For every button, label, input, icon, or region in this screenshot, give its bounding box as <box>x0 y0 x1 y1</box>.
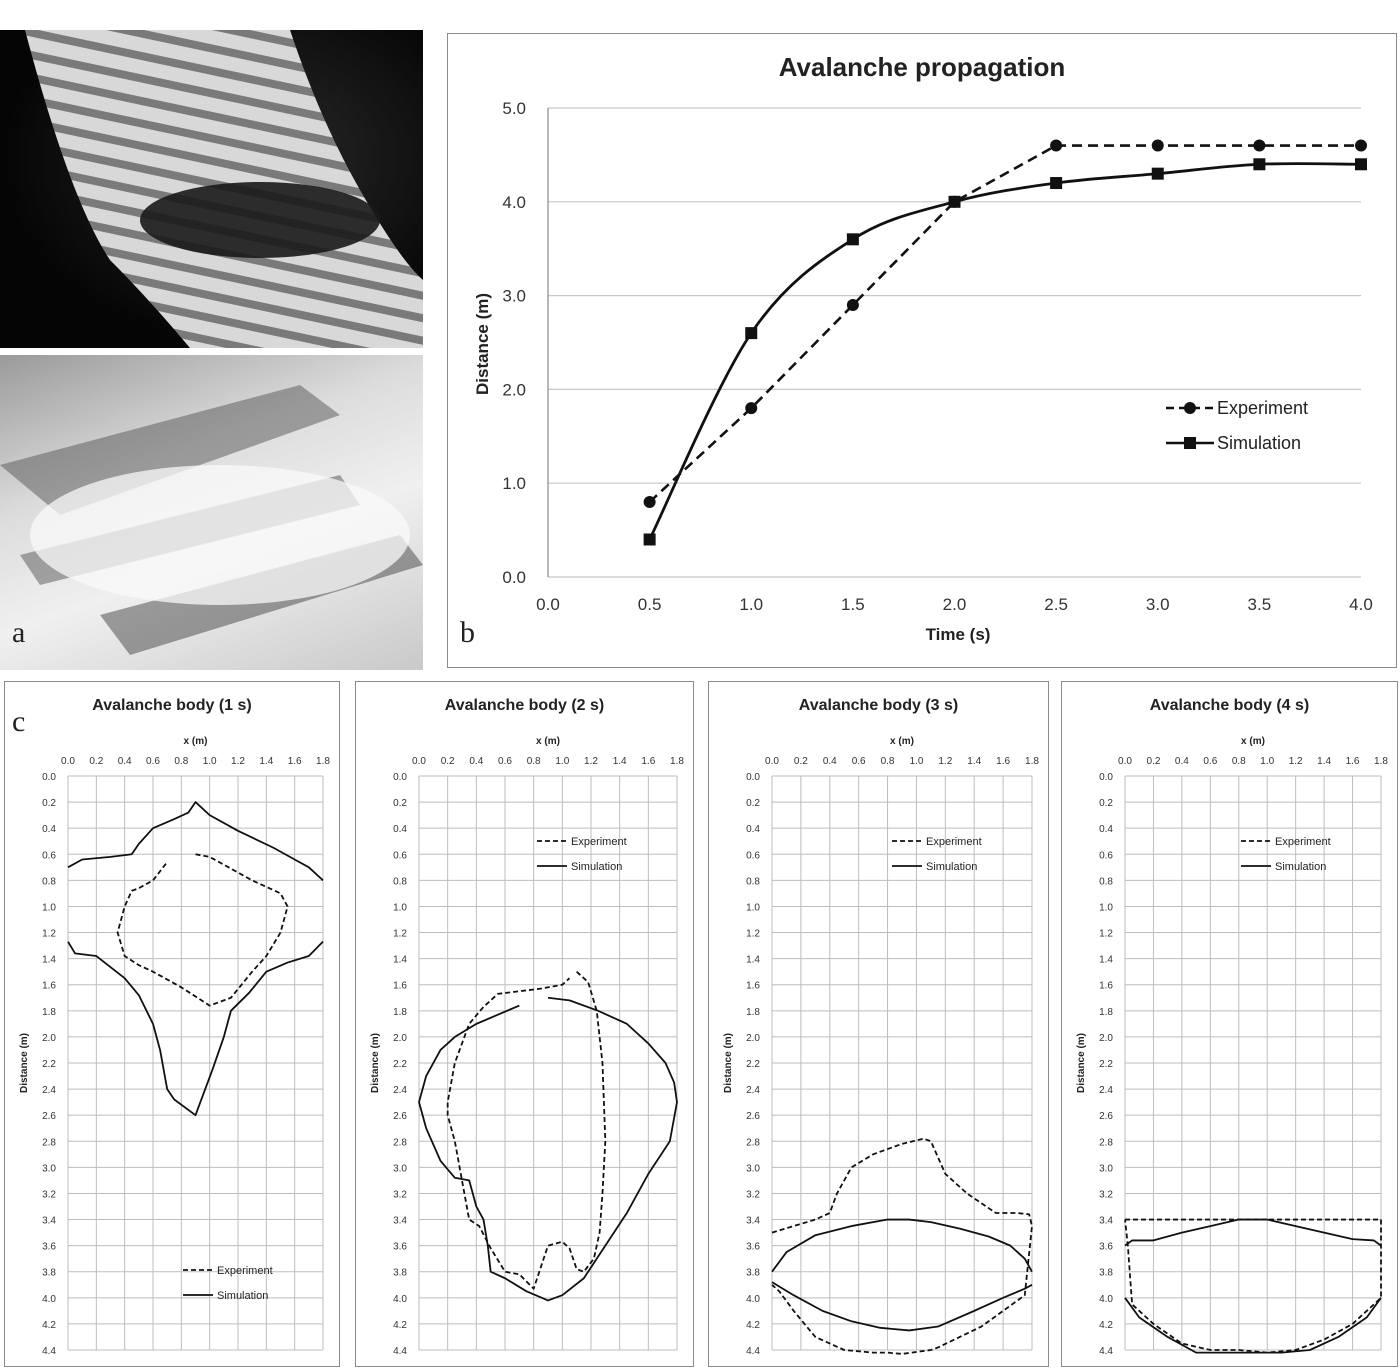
x-tick-label: 1.8 <box>670 756 684 767</box>
y-tick-label: 3.4 <box>42 1215 56 1227</box>
photo-chute-top <box>0 30 423 348</box>
x-tick-label: 1.2 <box>1288 756 1303 767</box>
x-tick-label: 1.8 <box>1025 756 1039 767</box>
y-tick-label: 1.6 <box>746 980 760 992</box>
panel-body-1s <box>4 681 340 1367</box>
y-tick-label: 0.0 <box>393 772 407 783</box>
y-tick-label: 0.6 <box>746 850 760 862</box>
y-tick-label: 2.0 <box>502 380 526 400</box>
series-simulation-point <box>745 327 757 339</box>
x-tick-label: 0.4 <box>822 756 837 767</box>
x-tick-label: 1.0 <box>909 756 924 767</box>
x-axis-label: x (m) <box>1241 736 1265 747</box>
y-axis-label: Distance (m) <box>1076 1032 1087 1094</box>
series-simulation-point <box>1355 158 1367 170</box>
chart-title: Avalanche body (1 s) <box>92 697 252 714</box>
y-tick-label: 0.6 <box>1099 850 1113 862</box>
x-tick-label: 1.6 <box>641 756 656 767</box>
y-tick-label: 1.4 <box>42 954 56 966</box>
chart-title: Avalanche body (3 s) <box>798 697 959 714</box>
x-tick-label: 0.6 <box>1203 756 1218 767</box>
panel-body-2s <box>355 681 694 1367</box>
y-tick-label: 3.2 <box>746 1189 760 1201</box>
y-tick-label: 1.6 <box>42 980 56 992</box>
y-tick-label: 0.8 <box>1099 876 1113 888</box>
y-tick-label: 0.8 <box>393 876 407 888</box>
y-tick-label: 2.0 <box>1099 1032 1113 1044</box>
snow-illustration <box>0 355 423 670</box>
y-tick-label: 3.4 <box>1099 1215 1113 1227</box>
x-tick-label: 0.4 <box>117 756 132 767</box>
y-tick-label: 0.0 <box>1099 772 1113 783</box>
series-simulation-point <box>1253 158 1265 170</box>
y-tick-label: 3.0 <box>746 1163 760 1175</box>
y-tick-label: 2.8 <box>393 1137 407 1149</box>
x-tick-label: 0.8 <box>174 756 189 767</box>
y-tick-label: 0.2 <box>1099 798 1113 810</box>
legend-label-simulation: Simulation <box>926 861 978 873</box>
y-tick-label: 0.2 <box>746 798 760 810</box>
y-tick-label: 2.6 <box>746 1111 760 1123</box>
x-tick-label: 3.5 <box>1247 595 1272 614</box>
y-tick-label: 1.0 <box>502 474 526 494</box>
y-tick-label: 4.4 <box>1099 1346 1113 1357</box>
y-tick-label: 0.4 <box>746 824 760 836</box>
y-tick-label: 2.8 <box>746 1137 760 1149</box>
x-tick-label: 0.6 <box>498 756 512 767</box>
x-tick-label: 1.0 <box>739 595 764 614</box>
series-simulation-line <box>772 1282 1032 1330</box>
y-tick-label: 1.4 <box>1099 954 1113 966</box>
y-tick-label: 3.4 <box>746 1215 760 1227</box>
series-experiment-line <box>118 854 288 1005</box>
y-tick-label: 2.2 <box>42 1059 56 1070</box>
y-tick-label: 2.8 <box>1099 1137 1113 1149</box>
y-axis-label: Distance (m) <box>19 1032 30 1094</box>
avalanche-body-3s-chart <box>709 682 1048 1366</box>
legend-label-experiment: Experiment <box>1275 836 1331 848</box>
y-tick-label: 2.6 <box>1099 1111 1113 1123</box>
y-tick-label: 0.4 <box>1099 824 1113 836</box>
y-tick-label: 4.4 <box>393 1346 407 1357</box>
x-tick-label: 0.0 <box>536 595 560 614</box>
x-tick-label: 0.0 <box>765 756 779 767</box>
y-tick-label: 1.0 <box>42 902 56 914</box>
y-tick-label: 0.8 <box>42 876 56 888</box>
y-tick-label: 2.2 <box>1099 1059 1113 1070</box>
x-tick-label: 1.6 <box>996 756 1011 767</box>
y-tick-label: 3.0 <box>393 1163 407 1175</box>
series-simulation-line <box>68 802 323 880</box>
y-tick-label: 2.4 <box>393 1085 407 1097</box>
y-tick-label: 0.4 <box>42 824 56 836</box>
y-tick-label: 1.6 <box>393 980 407 992</box>
x-axis-label: x (m) <box>183 736 208 747</box>
x-axis-label: Time (s) <box>925 625 991 644</box>
y-tick-label: 0.2 <box>393 798 407 810</box>
series-simulation-point <box>1050 177 1062 189</box>
y-tick-label: 1.8 <box>746 1006 760 1018</box>
y-tick-label: 3.0 <box>1099 1163 1113 1175</box>
x-tick-label: 1.8 <box>316 756 330 767</box>
series-experiment-line <box>772 1139 1032 1354</box>
x-tick-label: 0.4 <box>1174 756 1189 767</box>
series-experiment-point <box>644 496 656 508</box>
x-tick-label: 1.2 <box>584 756 598 767</box>
y-tick-label: 2.2 <box>393 1059 407 1070</box>
series-simulation-line <box>1125 1220 1381 1246</box>
y-tick-label: 1.0 <box>1099 902 1113 914</box>
panel-label-b: b <box>460 616 475 649</box>
legend-label-experiment: Experiment <box>1217 398 1309 418</box>
y-tick-label: 1.8 <box>42 1006 56 1018</box>
y-tick-label: 3.2 <box>393 1189 407 1201</box>
y-tick-label: 3.6 <box>746 1241 760 1253</box>
panel-body-4s <box>1061 681 1398 1367</box>
x-tick-label: 0.8 <box>526 756 541 767</box>
y-tick-label: 1.8 <box>1099 1006 1113 1018</box>
y-tick-label: 1.2 <box>393 928 407 940</box>
legend-label-experiment: Experiment <box>217 1265 273 1277</box>
y-tick-label: 2.6 <box>42 1111 56 1123</box>
y-tick-label: 1.2 <box>746 928 760 940</box>
series-simulation-point <box>847 233 859 245</box>
x-tick-label: 0.2 <box>793 756 808 767</box>
y-tick-label: 0.2 <box>42 798 56 810</box>
x-tick-label: 1.4 <box>612 756 627 767</box>
y-tick-label: 3.6 <box>1099 1241 1113 1253</box>
x-tick-label: 1.8 <box>1374 756 1388 767</box>
x-tick-label: 1.2 <box>938 756 953 767</box>
y-tick-label: 2.2 <box>746 1059 760 1070</box>
avalanche-body-2s-chart <box>356 682 693 1366</box>
y-tick-label: 1.2 <box>42 928 56 940</box>
legend-label-simulation: Simulation <box>571 861 623 873</box>
y-axis-label: Distance (m) <box>473 292 492 396</box>
y-tick-label: 4.4 <box>746 1346 760 1357</box>
y-tick-label: 0.4 <box>393 824 407 836</box>
y-tick-label: 4.4 <box>42 1346 56 1357</box>
y-tick-label: 2.6 <box>393 1111 407 1123</box>
x-tick-label: 4.0 <box>1349 595 1373 614</box>
y-tick-label: 2.0 <box>746 1032 760 1044</box>
y-tick-label: 3.2 <box>1099 1189 1113 1201</box>
propagation-chart <box>448 34 1396 667</box>
x-tick-label: 0.8 <box>880 756 895 767</box>
y-tick-label: 2.4 <box>746 1085 760 1097</box>
y-tick-label: 0.0 <box>502 568 526 587</box>
series-experiment-point <box>847 299 859 311</box>
y-tick-label: 2.8 <box>42 1137 56 1149</box>
y-tick-label: 5.0 <box>502 99 526 118</box>
y-tick-label: 0.8 <box>746 876 760 888</box>
x-tick-label: 0.4 <box>469 756 484 767</box>
photo-chute-bottom <box>0 355 423 670</box>
x-tick-label: 1.0 <box>202 756 217 767</box>
x-tick-label: 3.0 <box>1145 595 1170 614</box>
y-tick-label: 3.8 <box>746 1267 760 1279</box>
y-tick-label: 3.6 <box>393 1241 407 1253</box>
x-tick-label: 2.5 <box>1044 595 1068 614</box>
series-simulation-point <box>644 533 656 545</box>
chart-title: Avalanche propagation <box>778 52 1066 82</box>
y-tick-label: 0.0 <box>746 772 760 783</box>
x-tick-label: 1.0 <box>555 756 570 767</box>
legend-label-simulation: Simulation <box>1217 433 1302 453</box>
series-experiment-point <box>1050 140 1062 152</box>
y-tick-label: 3.8 <box>393 1267 407 1279</box>
chute-illustration <box>0 30 423 348</box>
y-tick-label: 1.0 <box>746 902 760 914</box>
y-tick-label: 2.0 <box>42 1032 56 1044</box>
y-tick-label: 3.8 <box>42 1267 56 1279</box>
legend-marker-experiment <box>1184 402 1196 414</box>
y-tick-label: 3.0 <box>42 1163 56 1175</box>
y-tick-label: 0.6 <box>42 850 56 862</box>
y-tick-label: 4.0 <box>42 1293 56 1305</box>
y-tick-label: 2.0 <box>393 1032 407 1044</box>
y-tick-label: 4.2 <box>1099 1319 1113 1331</box>
y-tick-label: 4.0 <box>502 192 526 212</box>
y-tick-label: 3.2 <box>42 1189 56 1201</box>
panel-label-c: c <box>12 705 26 738</box>
y-tick-label: 2.4 <box>1099 1085 1113 1097</box>
x-tick-label: 1.4 <box>259 756 274 767</box>
chart-title: Avalanche body (2 s) <box>444 697 605 714</box>
y-tick-label: 4.0 <box>1099 1293 1113 1305</box>
x-tick-label: 0.8 <box>1231 756 1246 767</box>
x-tick-label: 2.0 <box>942 595 967 614</box>
avalanche-body-1s-chart <box>5 682 339 1366</box>
x-tick-label: 0.5 <box>637 595 662 614</box>
x-tick-label: 1.0 <box>1260 756 1275 767</box>
y-tick-label: 4.0 <box>746 1293 760 1305</box>
y-tick-label: 4.2 <box>42 1319 56 1331</box>
x-tick-label: 0.2 <box>89 756 104 767</box>
x-tick-label: 0.0 <box>61 756 75 767</box>
series-experiment-point <box>1152 140 1164 152</box>
y-tick-label: 1.0 <box>393 902 407 914</box>
series-experiment-point <box>745 402 757 414</box>
y-tick-label: 4.2 <box>393 1319 407 1331</box>
chart-title: Avalanche body (4 s) <box>1149 697 1310 714</box>
y-tick-label: 2.4 <box>42 1085 56 1097</box>
series-experiment-point <box>1253 140 1265 152</box>
x-tick-label: 0.2 <box>1146 756 1161 767</box>
y-tick-label: 1.2 <box>1099 928 1113 940</box>
x-tick-label: 0.6 <box>146 756 160 767</box>
x-tick-label: 0.2 <box>440 756 455 767</box>
series-simulation-point <box>949 196 961 208</box>
avalanche-body-4s-chart <box>1062 682 1397 1366</box>
legend-label-experiment: Experiment <box>571 836 627 848</box>
x-tick-label: 0.6 <box>851 756 866 767</box>
y-tick-label: 1.4 <box>746 954 760 966</box>
y-tick-label: 3.0 <box>502 286 526 306</box>
y-tick-label: 4.0 <box>393 1293 407 1305</box>
panel-label-a: a <box>12 616 26 649</box>
x-tick-label: 1.2 <box>231 756 245 767</box>
x-axis-label: x (m) <box>536 736 560 747</box>
x-tick-label: 1.5 <box>841 595 865 614</box>
series-experiment-point <box>1355 140 1367 152</box>
panel-b <box>447 33 1397 668</box>
legend-marker-simulation <box>1184 437 1196 449</box>
y-tick-label: 0.6 <box>393 850 407 862</box>
x-tick-label: 1.4 <box>967 756 982 767</box>
x-tick-label: 1.6 <box>1345 756 1360 767</box>
series-simulation-line <box>419 998 677 1301</box>
x-tick-label: 1.6 <box>287 756 302 767</box>
x-axis-label: x (m) <box>890 736 914 747</box>
y-tick-label: 3.4 <box>393 1215 407 1227</box>
x-tick-label: 0.0 <box>1118 756 1132 767</box>
legend-label-simulation: Simulation <box>1275 861 1327 873</box>
x-tick-label: 1.4 <box>1317 756 1332 767</box>
legend-label-simulation: Simulation <box>217 1290 269 1302</box>
y-axis-label: Distance (m) <box>370 1032 381 1094</box>
x-tick-label: 0.0 <box>412 756 426 767</box>
y-tick-label: 3.6 <box>42 1241 56 1253</box>
legend-label-experiment: Experiment <box>926 836 982 848</box>
y-tick-label: 1.6 <box>1099 980 1113 992</box>
y-tick-label: 3.8 <box>1099 1267 1113 1279</box>
series-experiment-line <box>1125 1220 1381 1353</box>
y-axis-label: Distance (m) <box>723 1032 734 1094</box>
series-simulation-line <box>1125 1298 1381 1353</box>
series-simulation-point <box>1152 168 1164 180</box>
y-tick-label: 1.8 <box>393 1006 407 1018</box>
panel-body-3s <box>708 681 1049 1367</box>
y-tick-label: 1.4 <box>393 954 407 966</box>
y-tick-label: 4.2 <box>746 1319 760 1331</box>
y-tick-label: 0.0 <box>42 772 56 783</box>
series-experiment-line <box>448 972 606 1289</box>
